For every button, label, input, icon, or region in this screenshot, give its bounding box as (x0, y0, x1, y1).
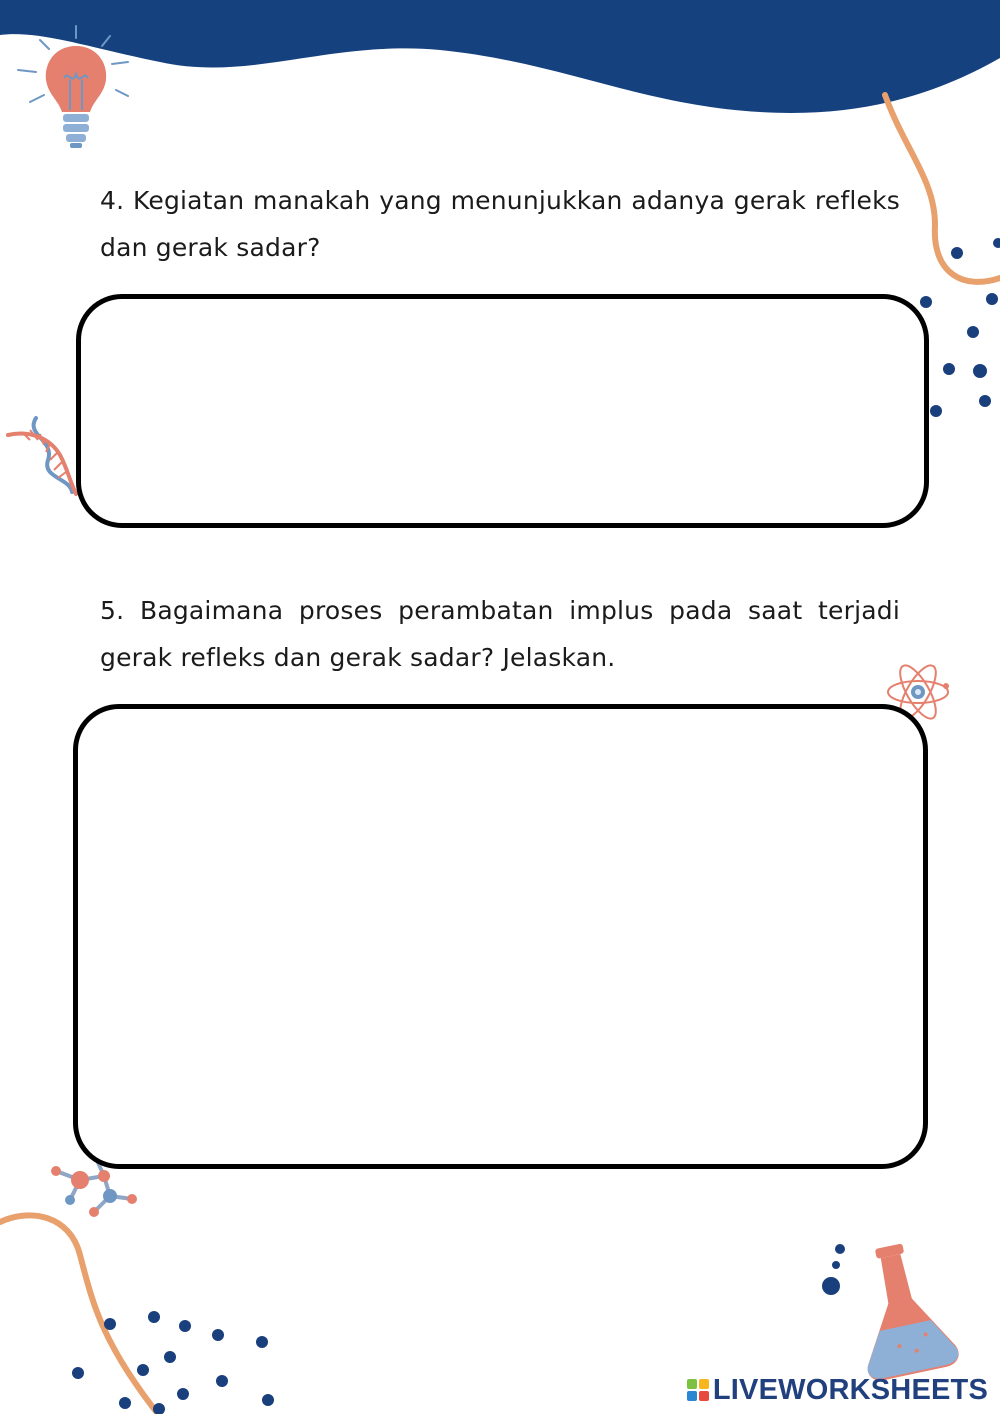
question-4: 4. Kegiatan manakah yang menunjukkan adanya gerak refleks dan gerak sadar? (100, 186, 900, 262)
liveworksheets-logo-icon (687, 1379, 709, 1401)
answer-box-4[interactable] (76, 294, 929, 528)
flask-icon (822, 1237, 961, 1383)
orange-curve-bottom-left (0, 1215, 158, 1414)
dot-cluster-right (920, 238, 1000, 417)
orange-curve-right (885, 95, 1000, 282)
top-wave (0, 0, 1000, 113)
brand-text: LIVEWORKSHEETS (712, 1373, 988, 1406)
question-5: 5. Bagaimana proses perambatan implus pada saat terjadi gerak refleks dan gerak sadar? Jelaskan. (100, 596, 900, 672)
dna-icon (8, 418, 76, 494)
liveworksheets-brand (687, 1373, 988, 1407)
answer-box-5[interactable] (73, 704, 928, 1169)
